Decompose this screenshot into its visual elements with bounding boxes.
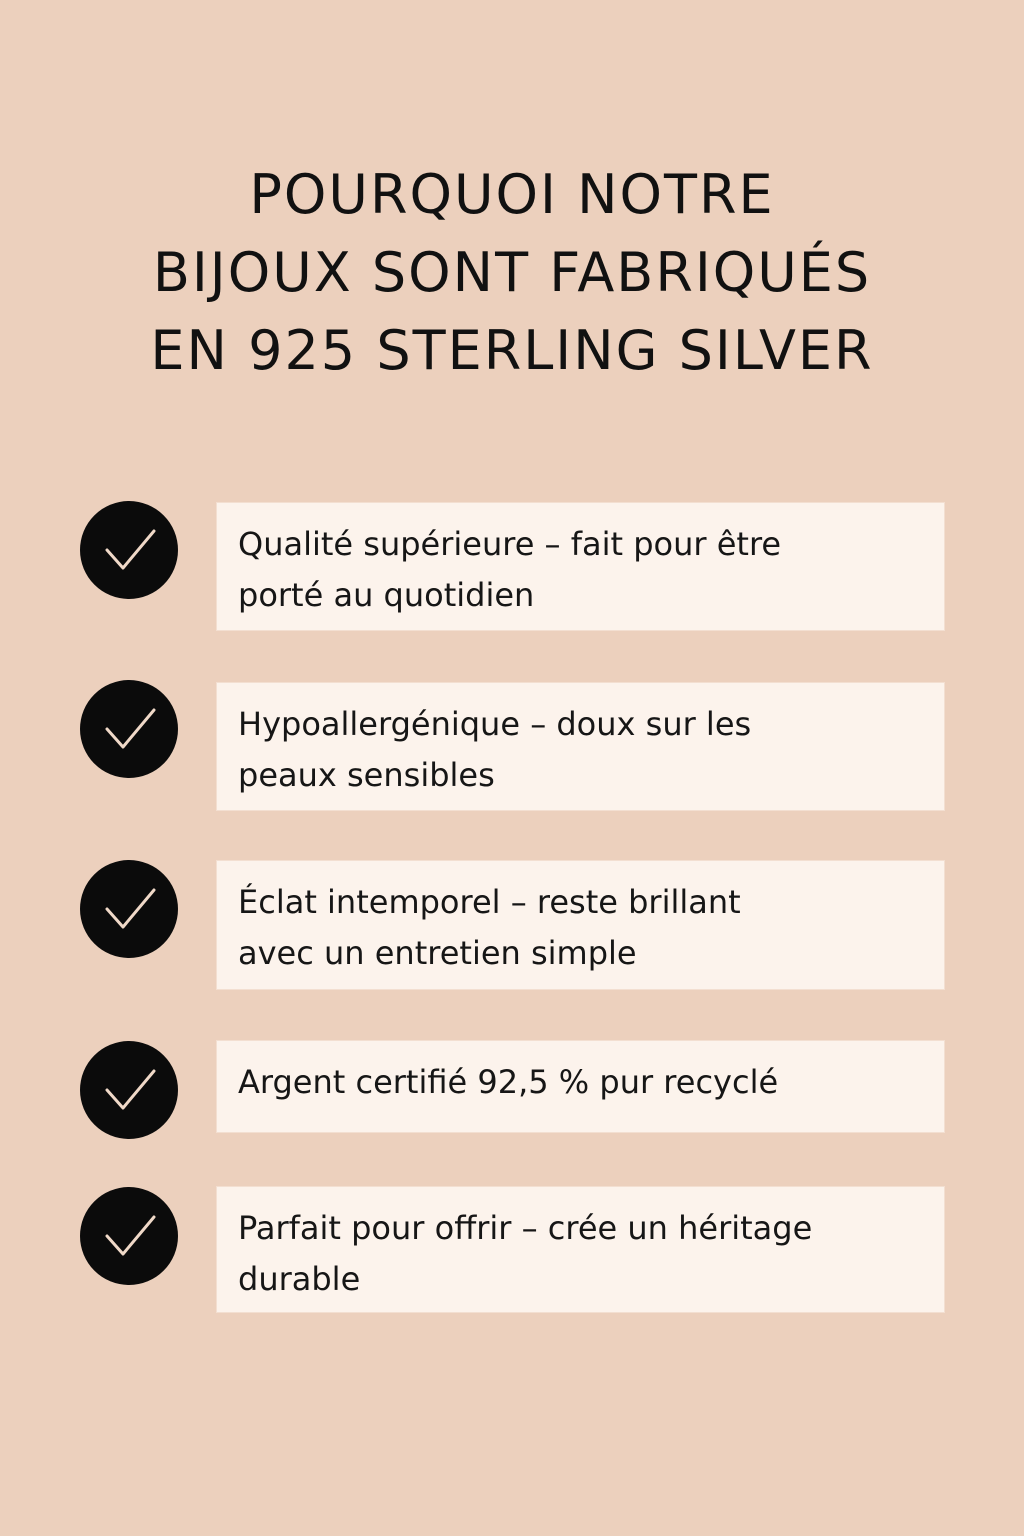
feature-line: porté au quotidien: [238, 576, 535, 614]
feature-text: [238, 519, 922, 621]
feature-card: [216, 682, 945, 811]
feature-text: [238, 1057, 922, 1108]
check-icon: [80, 1187, 178, 1285]
feature-card: [216, 502, 945, 631]
check-icon: [80, 501, 178, 599]
check-icon: [80, 860, 178, 958]
feature-line: Hypoallergénique – doux sur les: [238, 705, 752, 743]
feature-line: Parfait pour offrir – crée un héritage: [238, 1209, 813, 1247]
check-icon: [80, 1041, 178, 1139]
feature-text: [238, 1203, 922, 1305]
page-title: [0, 156, 1024, 390]
feature-line: Éclat intemporel – reste brillant: [238, 883, 741, 921]
check-icon: [80, 680, 178, 778]
title-line: POURQUOI NOTRE: [249, 163, 775, 226]
feature-card: [216, 1040, 945, 1133]
feature-line: avec un entretien simple: [238, 934, 637, 972]
feature-card: [216, 1186, 945, 1313]
feature-text: [238, 877, 922, 979]
title-line: BIJOUX SONT FABRIQUÉS: [152, 241, 872, 304]
feature-card: [216, 860, 945, 990]
feature-text: [238, 699, 922, 801]
feature-line: durable: [238, 1260, 361, 1298]
title-line: EN 925 STERLING SILVER: [150, 319, 874, 382]
feature-line: Argent certifié 92,5 % pur recyclé: [238, 1063, 779, 1101]
feature-line: peaux sensibles: [238, 756, 495, 794]
feature-line: Qualité supérieure – fait pour être: [238, 525, 782, 563]
